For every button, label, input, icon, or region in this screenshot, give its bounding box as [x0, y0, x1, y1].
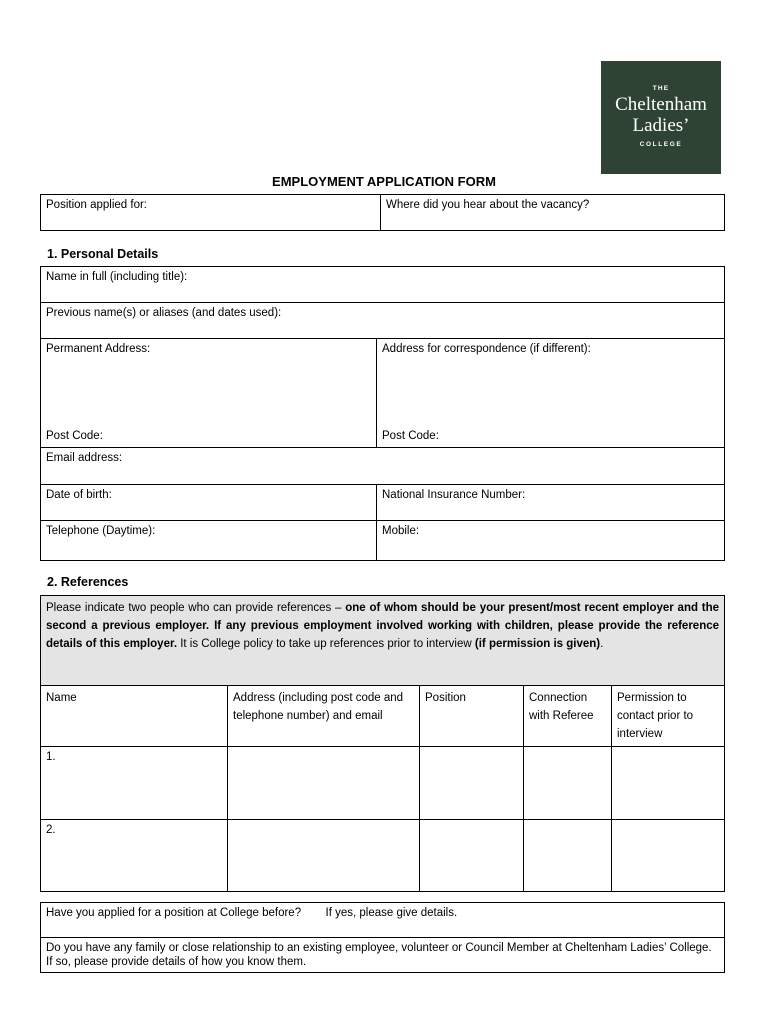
- col-header-position: Position: [420, 686, 524, 747]
- referee-2-name-cell[interactable]: 2.: [41, 820, 228, 892]
- referee-2-address-cell[interactable]: [228, 820, 420, 892]
- previous-names-field[interactable]: Previous name(s) or aliases (and dates used):: [41, 303, 725, 339]
- applied-before-question: Have you applied for a position at College before?: [46, 907, 302, 919]
- email-field[interactable]: Email address:: [41, 448, 725, 485]
- referee-row: [41, 820, 725, 892]
- where-heard-field[interactable]: Where did you hear about the vacancy?: [381, 195, 725, 231]
- dob-field[interactable]: Date of birth:: [41, 485, 377, 521]
- references-heading: 2. References: [47, 575, 129, 589]
- vacancy-table: [40, 194, 725, 231]
- col-header-permission: Permission to contact prior to interview: [612, 686, 725, 747]
- references-instructions: [41, 596, 725, 686]
- logo-line-ladies: Ladies’: [632, 115, 690, 136]
- referee-2-permission-cell[interactable]: [612, 820, 725, 892]
- correspondence-post-code-label: Post Code:: [382, 430, 439, 442]
- form-title: EMPLOYMENT APPLICATION FORM: [272, 174, 496, 189]
- col-header-address: Address (including post code and telephone number) and email: [228, 686, 420, 747]
- ni-number-field[interactable]: National Insurance Number:: [377, 485, 725, 521]
- referee-2-connection-cell[interactable]: [524, 820, 612, 892]
- referee-2-position-cell[interactable]: [420, 820, 524, 892]
- permanent-address-field[interactable]: [41, 339, 377, 448]
- references-intro-text-1: Please indicate two people who can provide references –: [46, 602, 346, 614]
- applied-before-field[interactable]: [41, 903, 725, 938]
- personal-details-heading: 1. Personal Details: [47, 247, 159, 261]
- personal-details-table: [40, 266, 725, 561]
- referee-row: [41, 747, 725, 820]
- family-relationship-field[interactable]: Do you have any family or close relationship to an existing employee, volunteer or Council Member at Cheltenham Ladies’ College. If so, please provide details of how you know them.: [41, 938, 725, 973]
- position-applied-field[interactable]: Position applied for:: [41, 195, 381, 231]
- logo-college: COLLEGE: [639, 141, 683, 148]
- col-header-name: Name: [41, 686, 228, 747]
- correspondence-address-label: Address for correspondence (if different):: [382, 343, 591, 355]
- logo-line-cheltenham: Cheltenham: [615, 94, 707, 115]
- correspondence-address-field[interactable]: [377, 339, 725, 448]
- references-intro-text-3: .: [600, 638, 604, 650]
- telephone-field[interactable]: Telephone (Daytime):: [41, 521, 377, 561]
- references-intro-text-2: It is College policy to take up references prior to interview: [177, 638, 475, 650]
- referee-1-name-cell[interactable]: 1.: [41, 747, 228, 820]
- mobile-field[interactable]: Mobile:: [377, 521, 725, 561]
- references-intro-bold-2: (if permission is given): [474, 638, 601, 650]
- referee-1-address-cell[interactable]: [228, 747, 420, 820]
- name-full-field[interactable]: Name in full (including title):: [41, 267, 725, 303]
- permanent-address-label: Permanent Address:: [46, 343, 151, 355]
- references-intro-bold-1: one of whom should be your present/most recent employer and the second a previous employer. If any previous employment involved working with children, please provide the reference details of this employer.: [46, 602, 720, 650]
- referee-1-connection-cell[interactable]: [524, 747, 612, 820]
- references-table: [40, 595, 725, 892]
- questions-table: [40, 902, 725, 973]
- permanent-post-code-label: Post Code:: [46, 430, 103, 442]
- col-header-connection: Connection with Referee: [524, 686, 612, 747]
- referee-1-position-cell[interactable]: [420, 747, 524, 820]
- logo-the: THE: [652, 85, 670, 92]
- if-yes-details-text: If yes, please give details.: [325, 907, 458, 919]
- college-logo: [601, 61, 721, 174]
- referee-1-permission-cell[interactable]: [612, 747, 725, 820]
